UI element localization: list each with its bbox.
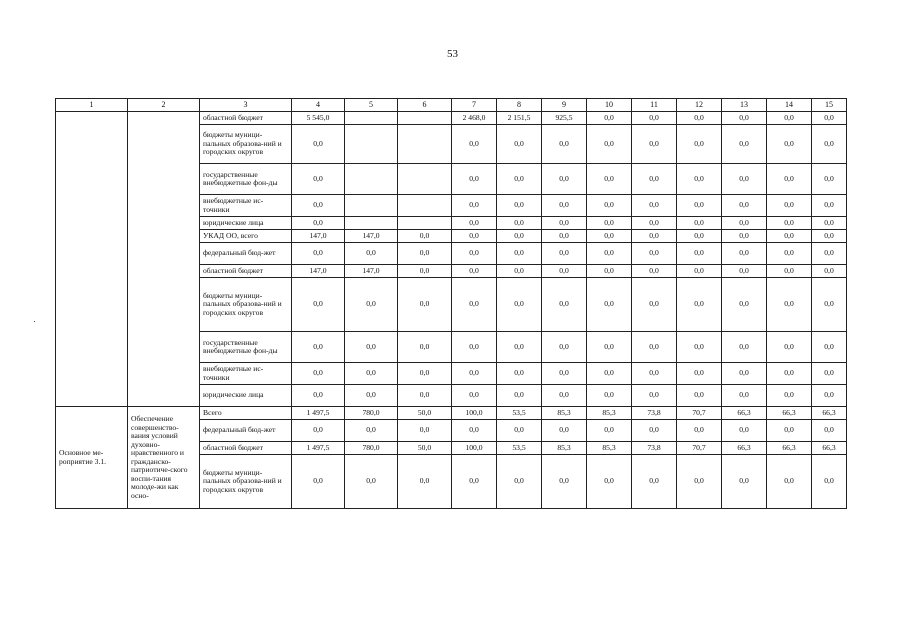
amount-cell: 85,3 (542, 442, 587, 455)
amount-cell: 0,0 (587, 230, 632, 243)
amount-cell: 0,0 (812, 420, 847, 442)
amount-cell: 0,0 (722, 230, 767, 243)
amount-cell: 0,0 (345, 243, 398, 265)
amount-cell: 0,0 (722, 278, 767, 332)
amount-cell: 66,3 (812, 407, 847, 420)
amount-cell (398, 164, 452, 195)
funding-source-cell: бюджеты муници-пальных образова-ний и городских округов (200, 125, 292, 164)
amount-cell: 0,0 (497, 363, 542, 385)
amount-cell: 70,7 (677, 442, 722, 455)
amount-cell: 0,0 (812, 217, 847, 230)
amount-cell: 0,0 (497, 164, 542, 195)
amount-cell: 85,3 (542, 407, 587, 420)
amount-cell: 0,0 (632, 112, 677, 125)
amount-cell: 0,0 (345, 455, 398, 509)
amount-cell: 0,0 (632, 217, 677, 230)
amount-cell: 0,0 (292, 217, 345, 230)
amount-cell: 2 151,5 (497, 112, 542, 125)
amount-cell: 0,0 (812, 332, 847, 363)
amount-cell: 0,0 (542, 217, 587, 230)
amount-cell: 0,0 (497, 243, 542, 265)
column-header: 10 (587, 99, 632, 112)
amount-cell: 0,0 (587, 420, 632, 442)
amount-cell: 0,0 (497, 125, 542, 164)
event-description-cell (128, 112, 200, 407)
amount-cell: 0,0 (812, 195, 847, 217)
amount-cell: 0,0 (677, 125, 722, 164)
amount-cell: 0,0 (497, 230, 542, 243)
amount-cell: 0,0 (587, 125, 632, 164)
amount-cell: 0,0 (812, 243, 847, 265)
amount-cell: 70,7 (677, 407, 722, 420)
funding-source-cell: областной бюджет (200, 112, 292, 125)
amount-cell: 0,0 (722, 112, 767, 125)
page-number: 53 (447, 48, 458, 60)
column-header: 5 (345, 99, 398, 112)
column-header: 8 (497, 99, 542, 112)
amount-cell: 0,0 (632, 164, 677, 195)
amount-cell: 0,0 (812, 230, 847, 243)
amount-cell: 0,0 (722, 332, 767, 363)
amount-cell: 73,8 (632, 442, 677, 455)
amount-cell: 0,0 (345, 420, 398, 442)
amount-cell: 0,0 (587, 332, 632, 363)
amount-cell: 0,0 (722, 265, 767, 278)
amount-cell: 100,0 (452, 442, 497, 455)
amount-cell: 0,0 (345, 363, 398, 385)
amount-cell: 0,0 (767, 230, 812, 243)
amount-cell: 147,0 (345, 265, 398, 278)
amount-cell: 0,0 (542, 164, 587, 195)
event-description-cell: Обеспечение совершенство-вания условий духовно-нравственного и гражданско-патриотиче-ского воспи-тания молоде-жи как осно- (128, 407, 200, 509)
amount-cell: 0,0 (292, 385, 345, 407)
funding-source-cell: областной бюджет (200, 442, 292, 455)
amount-cell: 0,0 (497, 455, 542, 509)
amount-cell: 5 545,0 (292, 112, 345, 125)
funding-source-cell: областной бюджет (200, 265, 292, 278)
amount-cell: 2 468,0 (452, 112, 497, 125)
column-header: 9 (542, 99, 587, 112)
amount-cell: 0,0 (452, 265, 497, 278)
amount-cell: 147,0 (292, 230, 345, 243)
amount-cell: 0,0 (632, 230, 677, 243)
amount-cell: 0,0 (542, 455, 587, 509)
scan-speck (34, 321, 35, 322)
amount-cell: 0,0 (452, 385, 497, 407)
amount-cell: 0,0 (767, 278, 812, 332)
amount-cell: 85,3 (587, 407, 632, 420)
amount-cell: 0,0 (587, 385, 632, 407)
amount-cell: 0,0 (767, 265, 812, 278)
amount-cell: 0,0 (632, 243, 677, 265)
amount-cell: 0,0 (452, 420, 497, 442)
amount-cell: 0,0 (632, 195, 677, 217)
amount-cell: 0,0 (677, 243, 722, 265)
budget-table (55, 98, 847, 509)
amount-cell: 0,0 (292, 243, 345, 265)
amount-cell: 0,0 (722, 195, 767, 217)
column-header: 12 (677, 99, 722, 112)
amount-cell (398, 195, 452, 217)
amount-cell: 0,0 (677, 195, 722, 217)
amount-cell: 0,0 (677, 217, 722, 230)
amount-cell: 0,0 (497, 265, 542, 278)
amount-cell: 0,0 (497, 385, 542, 407)
amount-cell: 50,0 (398, 407, 452, 420)
funding-source-cell: юридические лица (200, 385, 292, 407)
amount-cell: 0,0 (292, 420, 345, 442)
table-body (56, 112, 847, 509)
amount-cell: 0,0 (587, 455, 632, 509)
amount-cell: 0,0 (677, 332, 722, 363)
amount-cell: 0,0 (677, 363, 722, 385)
amount-cell: 0,0 (677, 385, 722, 407)
amount-cell (345, 217, 398, 230)
amount-cell: 0,0 (767, 195, 812, 217)
funding-source-cell: Всего (200, 407, 292, 420)
amount-cell: 85,3 (587, 442, 632, 455)
amount-cell: 1 497,5 (292, 407, 345, 420)
amount-cell: 0,0 (398, 363, 452, 385)
amount-cell: 0,0 (677, 112, 722, 125)
amount-cell (345, 125, 398, 164)
amount-cell: 0,0 (632, 363, 677, 385)
amount-cell: 0,0 (812, 455, 847, 509)
amount-cell (398, 112, 452, 125)
amount-cell: 53,5 (497, 442, 542, 455)
amount-cell (398, 125, 452, 164)
amount-cell: 0,0 (587, 243, 632, 265)
amount-cell: 100,0 (452, 407, 497, 420)
amount-cell: 0,0 (292, 332, 345, 363)
amount-cell: 0,0 (587, 278, 632, 332)
event-code-cell (56, 112, 128, 407)
amount-cell: 0,0 (292, 363, 345, 385)
amount-cell: 0,0 (398, 278, 452, 332)
funding-source-cell: федеральный бюд-жет (200, 243, 292, 265)
amount-cell: 147,0 (292, 265, 345, 278)
amount-cell: 0,0 (767, 332, 812, 363)
amount-cell: 0,0 (812, 278, 847, 332)
amount-cell (345, 112, 398, 125)
amount-cell: 0,0 (542, 385, 587, 407)
amount-cell: 0,0 (497, 278, 542, 332)
amount-cell: 0,0 (812, 363, 847, 385)
funding-source-cell: УКАД ОО, всего (200, 230, 292, 243)
column-header: 4 (292, 99, 345, 112)
table-row (56, 112, 847, 125)
amount-cell: 147,0 (345, 230, 398, 243)
amount-cell: 0,0 (398, 265, 452, 278)
amount-cell: 0,0 (292, 278, 345, 332)
amount-cell: 0,0 (398, 385, 452, 407)
amount-cell: 0,0 (632, 278, 677, 332)
amount-cell: 0,0 (677, 265, 722, 278)
amount-cell: 53,5 (497, 407, 542, 420)
amount-cell: 0,0 (345, 332, 398, 363)
funding-source-cell: внебюджетные ис-точники (200, 195, 292, 217)
amount-cell: 0,0 (632, 420, 677, 442)
amount-cell: 0,0 (497, 217, 542, 230)
amount-cell: 66,3 (722, 407, 767, 420)
event-code-cell: Основное ме-роприятие 3.1. (56, 407, 128, 509)
column-header: 11 (632, 99, 677, 112)
amount-cell: 0,0 (767, 420, 812, 442)
amount-cell: 0,0 (722, 455, 767, 509)
amount-cell: 0,0 (587, 265, 632, 278)
amount-cell: 0,0 (677, 455, 722, 509)
column-header: 7 (452, 99, 497, 112)
amount-cell: 0,0 (722, 217, 767, 230)
amount-cell: 925,5 (542, 112, 587, 125)
amount-cell: 0,0 (398, 420, 452, 442)
amount-cell: 0,0 (587, 195, 632, 217)
amount-cell: 0,0 (292, 195, 345, 217)
amount-cell: 780,0 (345, 407, 398, 420)
amount-cell: 0,0 (398, 243, 452, 265)
amount-cell: 0,0 (542, 265, 587, 278)
amount-cell: 0,0 (632, 455, 677, 509)
amount-cell: 0,0 (345, 278, 398, 332)
amount-cell: 0,0 (767, 112, 812, 125)
column-header: 1 (56, 99, 128, 112)
amount-cell: 0,0 (722, 363, 767, 385)
amount-cell: 0,0 (812, 125, 847, 164)
amount-cell: 0,0 (542, 420, 587, 442)
amount-cell: 73,8 (632, 407, 677, 420)
amount-cell: 0,0 (542, 125, 587, 164)
amount-cell: 0,0 (767, 363, 812, 385)
amount-cell: 0,0 (632, 385, 677, 407)
amount-cell: 0,0 (452, 217, 497, 230)
column-header: 13 (722, 99, 767, 112)
amount-cell: 0,0 (452, 195, 497, 217)
funding-source-cell: бюджеты муници-пальных образова-ний и городских округов (200, 278, 292, 332)
amount-cell: 0,0 (542, 332, 587, 363)
amount-cell (345, 195, 398, 217)
amount-cell: 0,0 (587, 112, 632, 125)
amount-cell: 0,0 (677, 230, 722, 243)
amount-cell: 0,0 (677, 420, 722, 442)
amount-cell: 1 497,5 (292, 442, 345, 455)
amount-cell: 0,0 (722, 243, 767, 265)
amount-cell: 0,0 (767, 455, 812, 509)
amount-cell: 0,0 (452, 455, 497, 509)
amount-cell: 0,0 (812, 385, 847, 407)
funding-source-cell: юридические лица (200, 217, 292, 230)
amount-cell: 0,0 (542, 195, 587, 217)
amount-cell: 0,0 (398, 332, 452, 363)
funding-source-cell: государственные внебюджетные фон-ды (200, 332, 292, 363)
funding-source-cell: внебюджетные ис-точники (200, 363, 292, 385)
amount-cell: 0,0 (452, 230, 497, 243)
column-header: 14 (767, 99, 812, 112)
amount-cell: 0,0 (292, 125, 345, 164)
amount-cell: 0,0 (632, 265, 677, 278)
amount-cell: 0,0 (542, 243, 587, 265)
amount-cell: 0,0 (632, 125, 677, 164)
amount-cell: 0,0 (812, 265, 847, 278)
amount-cell: 0,0 (812, 112, 847, 125)
amount-cell: 66,3 (767, 442, 812, 455)
amount-cell: 66,3 (722, 442, 767, 455)
amount-cell: 0,0 (722, 420, 767, 442)
amount-cell: 0,0 (497, 195, 542, 217)
column-header: 6 (398, 99, 452, 112)
amount-cell: 0,0 (587, 164, 632, 195)
amount-cell: 0,0 (398, 230, 452, 243)
column-header: 15 (812, 99, 847, 112)
amount-cell: 0,0 (722, 125, 767, 164)
amount-cell: 0,0 (497, 332, 542, 363)
amount-cell: 0,0 (677, 164, 722, 195)
amount-cell: 0,0 (587, 363, 632, 385)
table-header-row (56, 99, 847, 112)
amount-cell: 0,0 (542, 363, 587, 385)
amount-cell: 0,0 (292, 455, 345, 509)
amount-cell: 0,0 (542, 230, 587, 243)
amount-cell: 0,0 (452, 278, 497, 332)
amount-cell: 50,0 (398, 442, 452, 455)
amount-cell (345, 164, 398, 195)
amount-cell: 0,0 (292, 164, 345, 195)
amount-cell: 66,3 (812, 442, 847, 455)
amount-cell: 0,0 (542, 278, 587, 332)
amount-cell: 0,0 (767, 243, 812, 265)
amount-cell: 0,0 (632, 332, 677, 363)
table-row (56, 407, 847, 420)
amount-cell: 0,0 (452, 125, 497, 164)
amount-cell: 0,0 (345, 385, 398, 407)
amount-cell: 0,0 (452, 243, 497, 265)
funding-source-cell: бюджеты муници-пальных образова-ний и городских округов (200, 455, 292, 509)
amount-cell: 0,0 (767, 125, 812, 164)
amount-cell: 0,0 (398, 455, 452, 509)
amount-cell: 0,0 (767, 385, 812, 407)
amount-cell: 0,0 (587, 217, 632, 230)
amount-cell: 0,0 (767, 217, 812, 230)
amount-cell: 66,3 (767, 407, 812, 420)
amount-cell (398, 217, 452, 230)
funding-source-cell: государственные внебюджетные фон-ды (200, 164, 292, 195)
column-header: 3 (200, 99, 292, 112)
amount-cell: 0,0 (452, 332, 497, 363)
amount-cell: 0,0 (677, 278, 722, 332)
amount-cell: 0,0 (812, 164, 847, 195)
amount-cell: 0,0 (452, 363, 497, 385)
column-header: 2 (128, 99, 200, 112)
funding-source-cell: федеральный бюд-жет (200, 420, 292, 442)
amount-cell: 0,0 (722, 164, 767, 195)
amount-cell: 780,0 (345, 442, 398, 455)
amount-cell: 0,0 (767, 164, 812, 195)
amount-cell: 0,0 (452, 164, 497, 195)
amount-cell: 0,0 (722, 385, 767, 407)
amount-cell: 0,0 (497, 420, 542, 442)
